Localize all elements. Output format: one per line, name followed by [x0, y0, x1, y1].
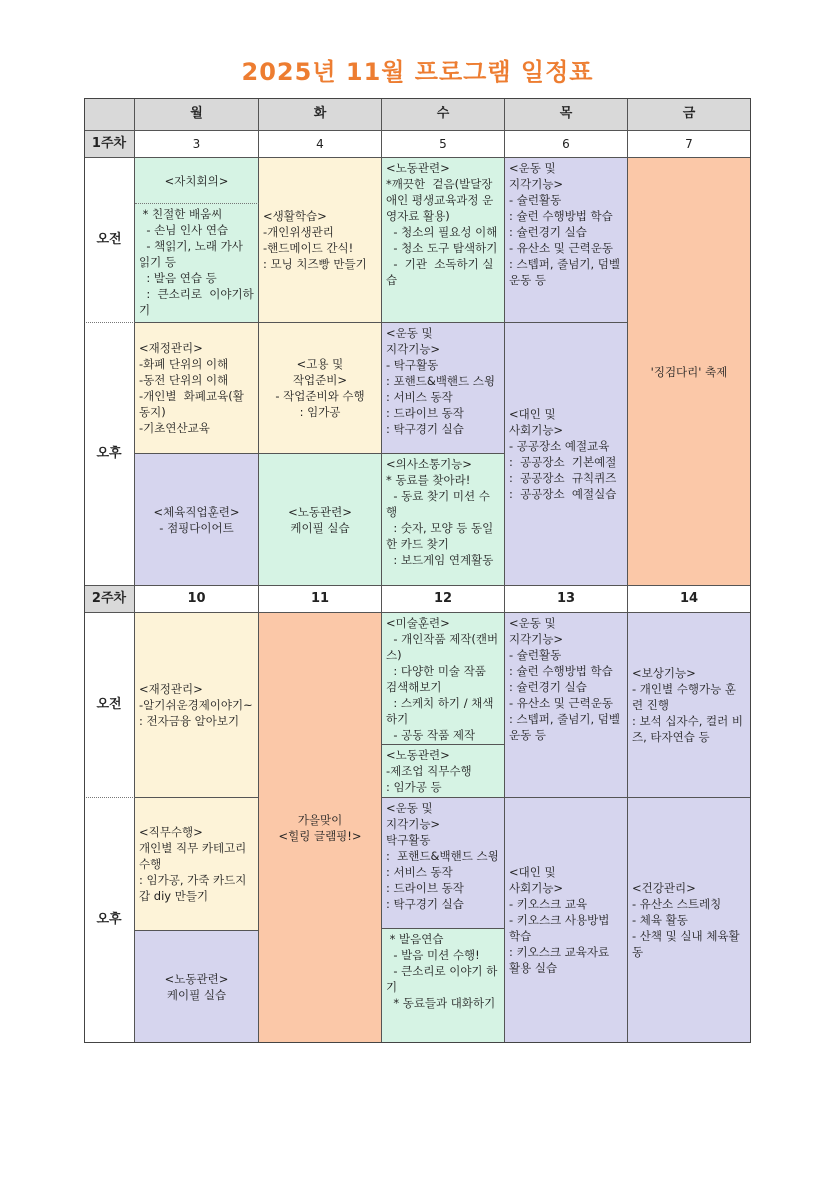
- program-cell: * 친절한 배움씨 - 손님 인사 연습 - 책읽기, 노래 가사 읽기 등 : 발음 연습 등 : 큰소리로 이야기하기: [135, 204, 259, 323]
- program-cell: <재정관리> -화폐 단위의 이해 -동전 단위의 이해 -개인별 화폐교육(활동지) -기초연산교육: [135, 323, 259, 454]
- session-pm: 오후: [84, 323, 135, 586]
- program-cell: <노동관련> 케이필 실습: [135, 931, 259, 1043]
- date-cell: 14: [628, 586, 751, 613]
- header-corner: [84, 98, 135, 131]
- header-day-fri: 금: [628, 98, 751, 131]
- program-cell: <대인 및 사회기능> - 공공장소 예절교육 : 공공장소 기본예절 : 공공장소 규칙퀴즈 : 공공장소 예절실습: [505, 323, 628, 586]
- header-day-thu: 목: [505, 98, 628, 131]
- program-cell: <생활학습> -개인위생관리 -핸드메이드 간식! : 모닝 치즈빵 만들기: [259, 158, 382, 323]
- program-cell: <체육직업훈련> - 점핑다이어트: [135, 454, 259, 586]
- event-cell: 가을맞이 <힐링 글램핑!>: [259, 613, 382, 1043]
- program-cell: <운동 및 지각기능> - 슐런활동 : 슐런 수행방법 학습 : 슐런경기 실습 - 유산소 및 근력운동 : 스텝퍼, 줄넘기, 덤벨운동 등: [505, 158, 628, 323]
- program-cell: <운동 및 지각기능> - 탁구활동 : 포핸드&백핸드 스윙 : 서비스 동작 : 드라이브 동작 : 탁구경기 실습: [382, 323, 505, 454]
- session-am: 오전: [84, 158, 135, 323]
- program-cell: <노동관련> -제조업 직무수행 : 임가공 등: [382, 745, 505, 798]
- page-title: 2025년 11월 프로그램 일정표: [241, 58, 594, 86]
- date-cell: 6: [505, 131, 628, 158]
- header-day-wed: 수: [382, 98, 505, 131]
- session-am: 오전: [84, 613, 135, 798]
- program-cell: <미술훈련> - 개인작품 제작(캔버스) : 다양한 미술 작품 검색해보기 : 스케치 하기 / 채색하기 - 공동 작품 제작: [382, 613, 505, 745]
- header-day-mon: 월: [135, 98, 259, 131]
- program-cell: <보상기능> - 개인별 수행가능 훈련 진행 : 보석 십자수, 컬러 비즈, 타자연습 등: [628, 613, 751, 798]
- program-cell: <운동 및 지각기능> 탁구활동 : 포핸드&백핸드 스윙 : 서비스 동작 : 드라이브 동작 : 탁구경기 실습: [382, 798, 505, 929]
- date-cell: 13: [505, 586, 628, 613]
- header-day-tue: 화: [259, 98, 382, 131]
- program-cell: <의사소통기능> * 동료를 찾아라! - 동료 찾기 미션 수행 : 숫자, 모양 등 동일한 카드 찾기 : 보드게임 연계활동: [382, 454, 505, 586]
- program-cell: <노동관련> 케이필 실습: [259, 454, 382, 586]
- session-pm: 오후: [84, 798, 135, 1043]
- program-cell: <자치회의>: [135, 158, 259, 204]
- date-cell: 4: [259, 131, 382, 158]
- date-cell: 3: [135, 131, 259, 158]
- date-cell: 11: [259, 586, 382, 613]
- program-cell: <고용 및 작업준비> - 작업준비와 수행 : 임가공: [259, 323, 382, 454]
- program-cell: <재정관리> -알기쉬운경제이야기~ : 전자금융 알아보기: [135, 613, 259, 798]
- week-label: 2주차: [84, 586, 135, 613]
- date-cell: 7: [628, 131, 751, 158]
- program-cell: <직무수행> 개인별 직무 카테고리 수행 : 임가공, 가죽 카드지갑 diy 만들기: [135, 798, 259, 931]
- program-cell: <대인 및 사회기능> - 키오스크 교육 - 키오스크 사용방법 학습 : 키오스크 교육자료 활용 실습: [505, 798, 628, 1043]
- festival-cell: '징검다리' 축제: [628, 158, 751, 586]
- program-cell: <노동관련> *깨끗한 겉음(발달장애인 평생교육과정 운영자료 활용) - 청소의 필요성 이해 - 청소 도구 탐색하기 - 기관 소독하기 실습: [382, 158, 505, 323]
- date-cell: 5: [382, 131, 505, 158]
- date-cell: 12: [382, 586, 505, 613]
- date-cell: 10: [135, 586, 259, 613]
- schedule-table: [84, 98, 751, 1043]
- program-cell: <건강관리> - 유산소 스트레칭 - 체육 활동 - 산책 및 실내 체육활동: [628, 798, 751, 1043]
- program-cell: * 발음연습 - 발음 미션 수행! - 큰소리로 이야기 하기 * 동료들과 대화하기: [382, 929, 505, 1043]
- week-label: 1주차: [84, 131, 135, 158]
- program-cell: <운동 및 지각기능> - 슐런활동 : 슐런 수행방법 학습 : 슐런경기 실습 - 유산소 및 근력운동 : 스텝퍼, 줄넘기, 덤벨운동 등: [505, 613, 628, 798]
